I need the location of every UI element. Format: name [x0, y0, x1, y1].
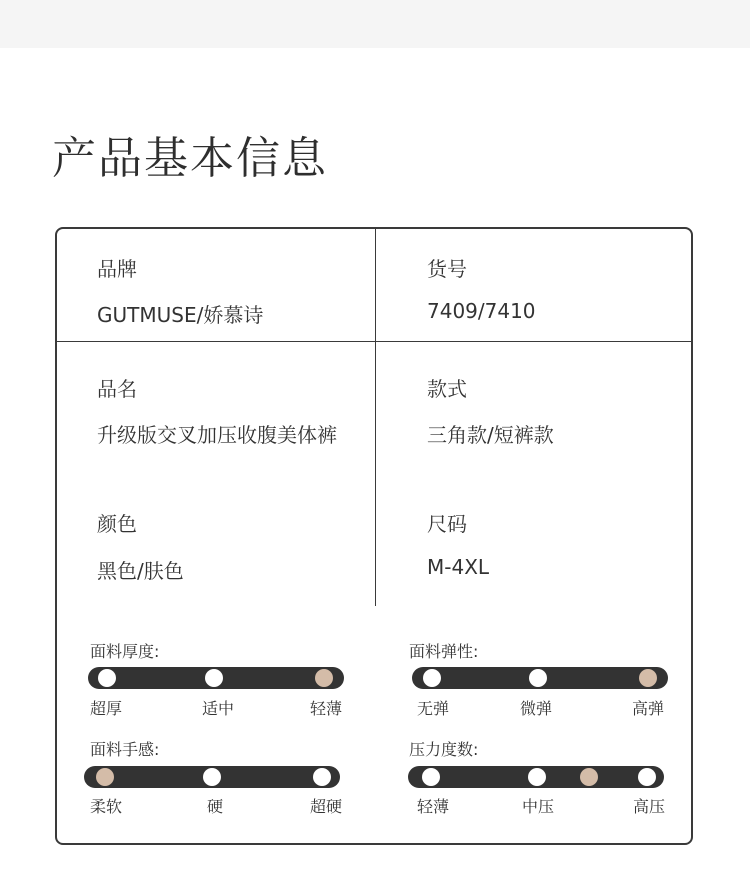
feel-dot-3: [313, 768, 331, 786]
thickness-scale-title: 面料厚度:: [90, 642, 160, 661]
thickness-scale-track: [88, 667, 344, 689]
elasticity-tick-2: 微弹: [520, 699, 553, 718]
elasticity-scale-title: 面料弹性:: [409, 642, 479, 661]
pressure-scale-track: [408, 766, 664, 788]
pressure-dot-selected: [580, 768, 598, 786]
pressure-dot-3: [638, 768, 656, 786]
sku-value: 7409/7410: [427, 299, 536, 323]
divider-horizontal: [57, 341, 691, 342]
elasticity-tick-1: 无弹: [417, 699, 450, 718]
thickness-dot-3-selected: [315, 669, 333, 687]
pressure-dot-2: [528, 768, 546, 786]
elasticity-dot-3-selected: [639, 669, 657, 687]
sku-label: 货号: [427, 257, 467, 281]
page-title: 产品基本信息: [52, 133, 328, 184]
pressure-scale-title: 压力度数:: [409, 740, 479, 759]
product-info-card: [55, 227, 693, 845]
brand-label: 品牌: [97, 257, 137, 281]
feel-tick-2: 硬: [207, 797, 224, 816]
elasticity-dot-2: [529, 669, 547, 687]
pressure-tick-3: 高压: [633, 797, 666, 816]
feel-dot-1-selected: [96, 768, 114, 786]
pressure-tick-2: 中压: [522, 797, 555, 816]
thickness-tick-1: 超厚: [90, 699, 123, 718]
color-label: 颜色: [97, 512, 137, 536]
elasticity-tick-3: 高弹: [632, 699, 665, 718]
pressure-dot-1: [422, 768, 440, 786]
size-value: M-4XL: [427, 555, 490, 579]
feel-scale-title: 面料手感:: [90, 740, 160, 759]
thickness-tick-2: 适中: [202, 699, 235, 718]
brand-value: GUTMUSE/娇慕诗: [97, 303, 264, 327]
divider-vertical: [375, 229, 376, 606]
elasticity-scale-track: [412, 667, 668, 689]
thickness-dot-1: [98, 669, 116, 687]
style-value: 三角款/短裤款: [427, 423, 554, 447]
top-band: [0, 0, 750, 48]
name-label: 品名: [97, 377, 137, 401]
pressure-tick-1: 轻薄: [417, 797, 450, 816]
name-value: 升级版交叉加压收腹美体裤: [97, 423, 337, 447]
size-label: 尺码: [427, 512, 467, 536]
feel-tick-3: 超硬: [310, 797, 343, 816]
color-value: 黑色/肤色: [97, 559, 184, 583]
feel-dot-2: [203, 768, 221, 786]
feel-scale-track: [84, 766, 340, 788]
thickness-tick-3: 轻薄: [310, 699, 343, 718]
elasticity-dot-1: [423, 669, 441, 687]
feel-tick-1: 柔软: [90, 797, 123, 816]
style-label: 款式: [427, 377, 467, 401]
thickness-dot-2: [205, 669, 223, 687]
